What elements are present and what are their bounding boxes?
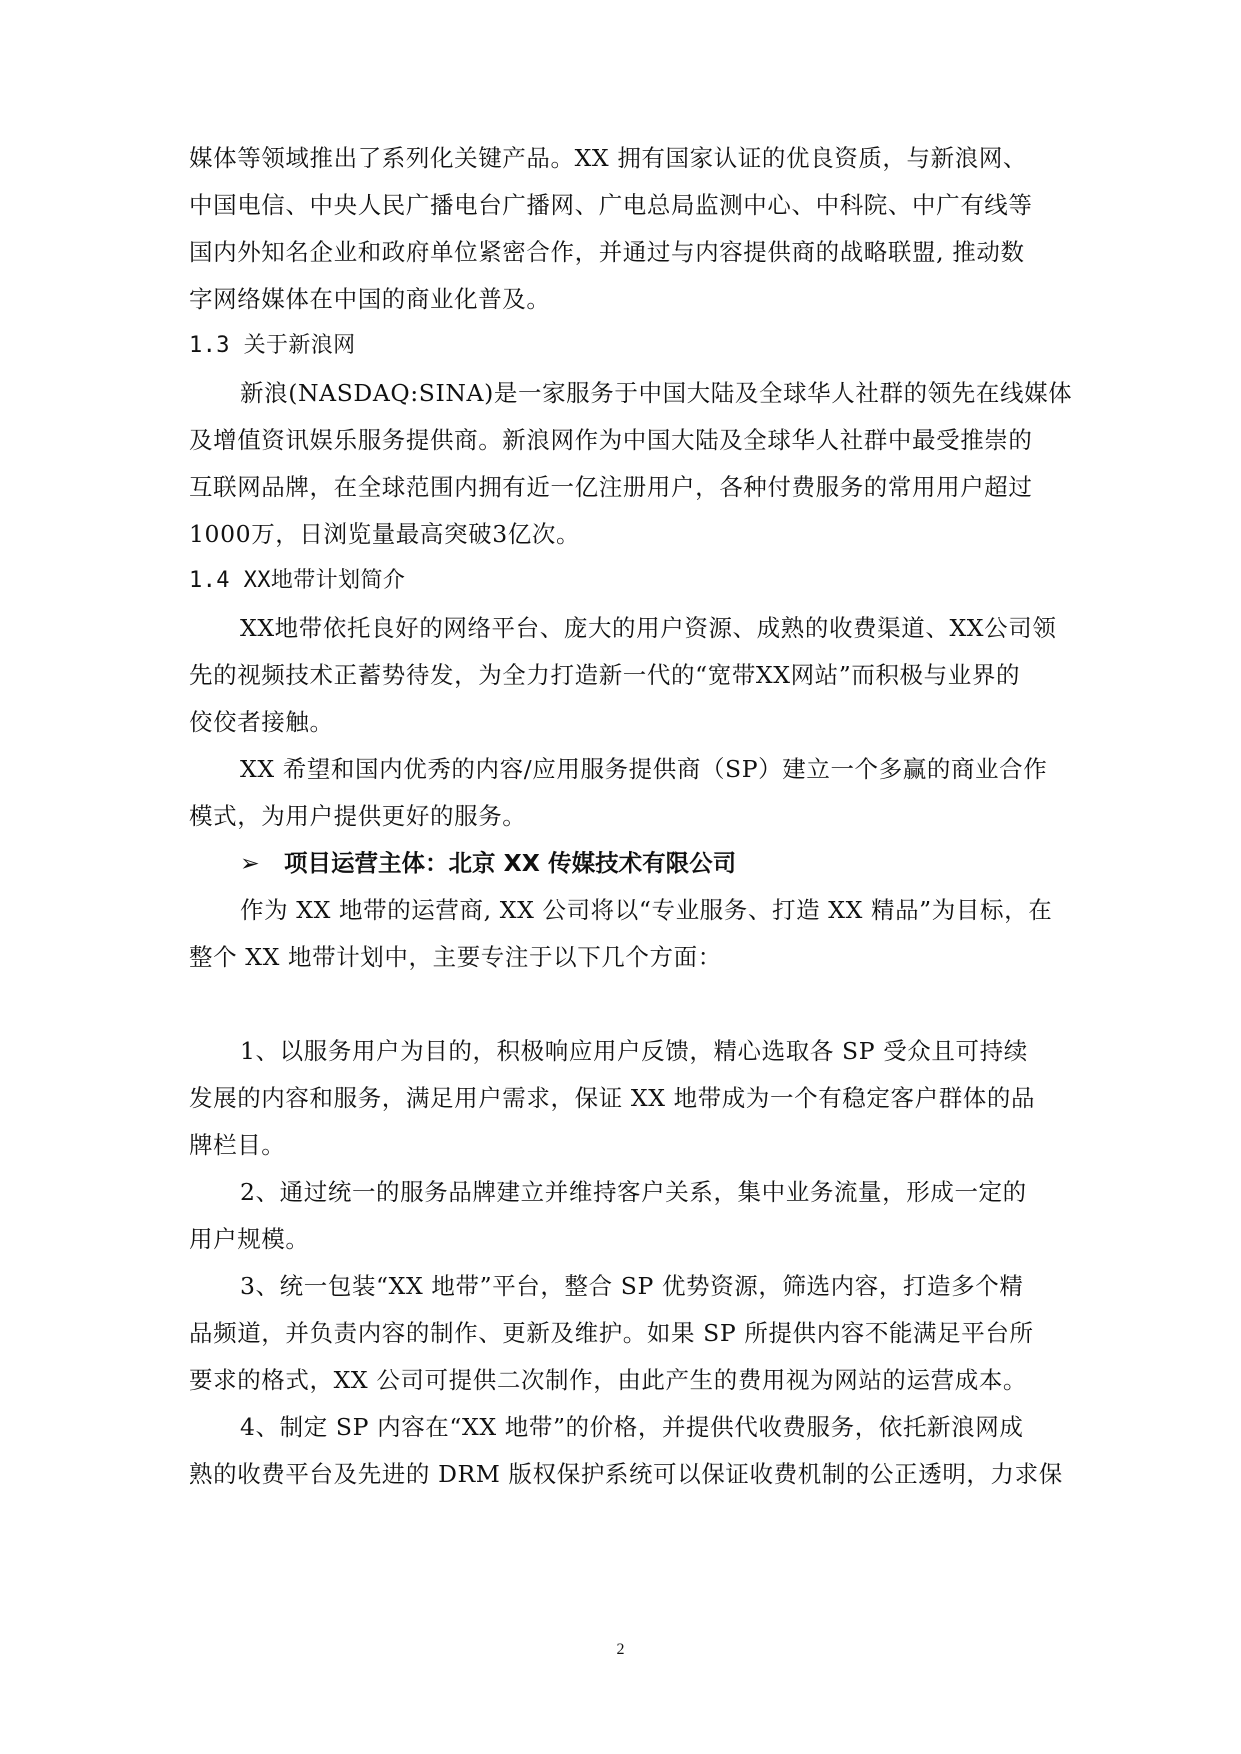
page-number: 2 (616, 1641, 625, 1658)
list-item-line: 品频道，并负责内容的制作、更新及维护。如果 SP 所提供内容不能满足平台所 (189, 1319, 1034, 1347)
list-item-line: 用户规模。 (189, 1225, 310, 1253)
section-heading-1-4: 1.4 XX地带计划简介 (189, 568, 406, 593)
list-item-line: 要求的格式，XX 公司可提供二次制作，由此产生的费用视为网站的运营成本。 (189, 1366, 1028, 1394)
paragraph-line: 新浪(NASDAQ:SINA)是一家服务于中国大陆及全球华人社群的领先在线媒体 (240, 379, 1073, 407)
paragraph-line: 国内外知名企业和政府单位紧密合作，并通过与内容提供商的战略联盟, 推动数 (189, 238, 1025, 266)
paragraph-line: 中国电信、中央人民广播电台广播网、广电总局监测中心、中科院、中广有线等 (189, 191, 1033, 219)
paragraph-line: 作为 XX 地带的运营商, XX 公司将以“专业服务、打造 XX 精品”为目标，在 (240, 896, 1053, 924)
paragraph-line: 媒体等领域推出了系列化关键产品。XX 拥有国家认证的优良资质，与新浪网、 (189, 144, 1028, 172)
list-item-line: 2、通过统一的服务品牌建立并维持客户关系，集中业务流量，形成一定的 (240, 1178, 1027, 1206)
paragraph-line: 佼佼者接触。 (189, 708, 334, 736)
paragraph-line: 整个 XX 地带计划中，主要专注于以下几个方面： (189, 943, 722, 971)
paragraph-line: 字网络媒体在中国的商业化普及。 (189, 285, 551, 313)
paragraph-line: XX地带依托良好的网络平台、庞大的用户资源、成熟的收费渠道、XX公司领 (240, 614, 1057, 642)
list-item-line: 牌栏目。 (189, 1131, 286, 1159)
paragraph-line: 先的视频技术正蓄势待发，为全力打造新一代的“宽带XX网站”而积极与业界的 (189, 661, 1021, 689)
paragraph-line: XX 希望和国内优秀的内容/应用服务提供商（SP）建立一个多赢的商业合作 (240, 755, 1048, 783)
paragraph-line: 及增值资讯娱乐服务提供商。新浪网作为中国大陆及全球华人社群中最受推崇的 (189, 426, 1033, 454)
paragraph-line: 1000万，日浏览量最高突破3亿次。 (189, 520, 581, 548)
paragraph-line: 模式，为用户提供更好的服务。 (189, 802, 527, 830)
list-item-line: 发展的内容和服务，满足用户需求，保证 XX 地带成为一个有稳定客户群体的品 (189, 1084, 1036, 1112)
list-item-line: 1、以服务用户为目的，积极响应用户反馈，精心选取各 SP 受众且可持续 (240, 1037, 1028, 1065)
bullet-text: 项目运营主体：北京 XX 传媒技术有限公司 (284, 849, 737, 877)
section-heading-1-3: 1.3 关于新浪网 (189, 333, 356, 358)
list-item-line: 3、统一包装“XX 地带”平台，整合 SP 优势资源，筛选内容，打造多个精 (240, 1272, 1024, 1300)
bullet-item (240, 848, 736, 878)
arrow-bullet-icon: ➢ (240, 849, 260, 877)
list-item-line: 4、制定 SP 内容在“XX 地带”的价格，并提供代收费服务，依托新浪网成 (240, 1413, 1024, 1441)
list-item-line: 熟的收费平台及先进的 DRM 版权保护系统可以保证收费机制的公正透明，力求保 (189, 1460, 1063, 1488)
paragraph-line: 互联网品牌，在全球范围内拥有近一亿注册用户，各种付费服务的常用用户超过 (189, 473, 1033, 501)
